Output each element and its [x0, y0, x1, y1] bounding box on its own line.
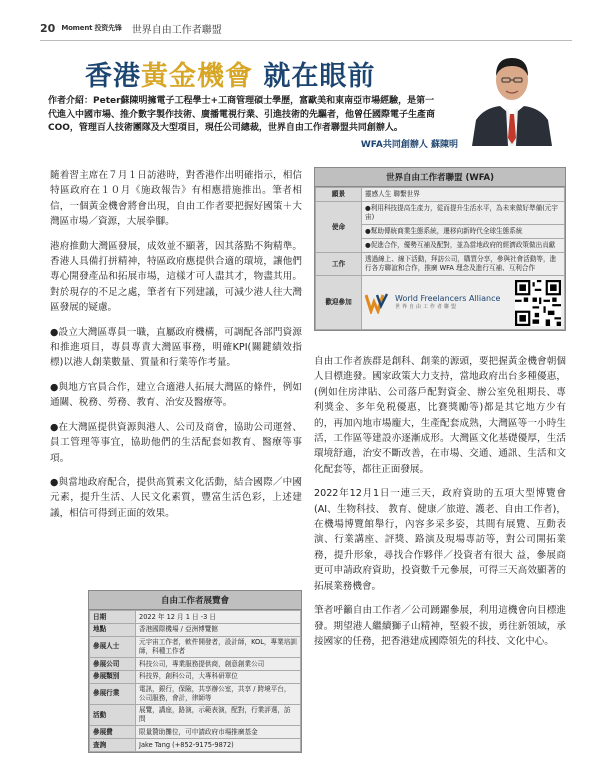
table-value: ●幫助傳統商業生態系統，遷移向新時代全球生態系統: [362, 225, 565, 239]
table-value: Jake Tang (+852-9175-9872): [136, 739, 301, 752]
bullet-paragraph: ●設立大灣區專員一職，直屬政府機構，可調配各部門資源和推進項目，專員專責大灣區事務，明確KPI(關鍵績效指標)以港人創業數量、質量和行業等作考量。: [50, 326, 302, 369]
title-part-2: 黃金機會: [141, 61, 253, 92]
table-key: 參展類別: [90, 670, 136, 683]
table-value: 科技公司，專業服務提供商，創意創業公司: [136, 657, 301, 670]
table-value: 展覽，講座，路演，示範表演，配對，行業評選，訪問: [136, 704, 301, 725]
page-header: [40, 18, 222, 38]
table-key: 日期: [90, 611, 136, 624]
table-key: 查詢: [90, 739, 136, 752]
table-row: [316, 276, 565, 330]
expo-table: [88, 590, 302, 753]
paragraph: 港府推動大灣區發展，成效並不顯著，因其落點不夠精準。香港人具備打拼精神，特區政府應提供合適的環境，讓他們專心開發產品和拓展市場，這樣才可人盡其才，物盡其用。對於現存的不足之處，筆者有下列建議，可減少港人往大灣區發展的疑慮。: [50, 240, 302, 314]
wfa-logo-icon: [365, 292, 391, 314]
bullet-paragraph: ●與當地政府配合，提供高質素文化活動，結合國際／中國元素，提升生活、人民文化素質，豐富生活色彩，上述建議，相信可得到正面的效果。: [50, 476, 302, 519]
author-photo: [466, 46, 558, 146]
table-value: 靈感人生 聯繫世界: [362, 188, 565, 202]
table-key: 歡迎參加: [316, 276, 362, 330]
wfa-logo: [365, 280, 561, 326]
table-row: [90, 704, 301, 725]
table-value: 香港國際機場 / 亞洲博覽館: [136, 623, 301, 636]
right-column: [314, 354, 566, 658]
table-value: 限量贊助攤位，可申請政府市場推廣基金: [136, 726, 301, 739]
table-row: [316, 202, 565, 225]
table-key: 參展行業: [90, 683, 136, 704]
table-row: [316, 253, 565, 276]
bullet-paragraph: ●在大灣區提供資源與港人、公司及商會，協助公司運營、員工管理等事宜，協助他們的生活配套如教育、醫療等事項。: [50, 421, 302, 464]
table-row: [90, 670, 301, 683]
table-key: 活動: [90, 704, 136, 725]
table-key: 使命: [316, 202, 362, 253]
expo-table-title: 自由工作者展覽會: [89, 591, 301, 610]
table-value: ●利用科技提高生產力，從而提升生活水平，為未來做好準備(元宇宙): [362, 202, 565, 225]
page-number: 20: [40, 21, 56, 35]
table-value: ●促進合作，優勢互補及配對，並為當地政府的經濟政策做出貢獻: [362, 239, 565, 253]
table-row: [90, 623, 301, 636]
article-title: [85, 54, 375, 93]
table-value: 2022 年 12 月 1 日 -3 日: [136, 611, 301, 624]
table-value: 元宇宙工作者，軟件開發者，設計師，KOL，專業培訓師，科種工作者: [136, 636, 301, 657]
paragraph: 隨着習主席在７月１日訪港時，對香港作出明確指示，相信特區政府在１０月《施政報告》有相應措施推出。筆者相信，一個黃金機會將會出現，自由工作者要把握好國策＋大灣區市場／資源，大展拳腳。: [50, 170, 302, 228]
header-divider: [40, 40, 572, 41]
paragraph: 筆者呼籲自由工作者／公司踴躍參展，利用這機會向目標進發。期望港人繼續獅子山精神，堅毅不拔，勇往新領域，承接國家的任務，把香港建成國際領先的科技、文化中心。: [314, 605, 566, 647]
wfa-logo-subtext: 世界自由工作者聯盟: [395, 303, 459, 310]
wfa-table-title: 世界自由工作者聯盟 (WFA): [315, 168, 565, 187]
table-row: [316, 188, 565, 202]
author-intro: [48, 95, 442, 136]
author-signoff: WFA共同創辦人 蘇陳明: [360, 140, 458, 150]
table-key: 工作: [316, 253, 362, 276]
intro-label: 作者介紹：: [48, 96, 94, 106]
section-name: 世界自由工作者聯盟: [131, 24, 222, 36]
table-key: 參展費: [90, 726, 136, 739]
intro-text: Peter蘇陳明擁電子工程學士+工商管理碩士學歷，富歐美和東南亞市場經驗，是第一代進入中國市場、推介數字製作技術、廣播電視行業、引進技術的先驅者，他曾任國際電子生產商COO，管理百人技術團隊及大型項目，現任公司總裁，世界自由工作者聯盟共同創辦人。: [48, 96, 436, 134]
table-value: 電訊，銀行，保險，共享辦公室，共享 / 跨境平台，公司服務，會計，律師等: [136, 683, 301, 704]
left-column: [50, 168, 302, 530]
qr-code-icon: [515, 280, 561, 326]
wfa-logo-text: World Freelancers Alliance: [395, 293, 501, 303]
bullet-paragraph: ●與地方官員合作，建立合適港人拓展大灣區的條件，例如通關、稅務、勞務、教育、治安及醫療等。: [50, 381, 302, 409]
wfa-table: [314, 167, 566, 331]
table-key: 願景: [316, 188, 362, 202]
table-row: [90, 611, 301, 624]
paragraph: 自由工作者族群是創科、創業的源頭，要把握黃金機會朝個人目標進發。國家政策大力支持，當地政府出台多種優惠，(例如住房津貼、公司落戶配對資金、辦公室免租期長、專利獎金、多年免税優惠，比賽獎勵等)都是其它地方少有的，再加內地市場龐大，生產配套成熟，大灣區等一小時生活，工作區等建設亦逐漸成形。大灣區文化基礎優厚，生活環境舒適，治安不斷改善，在市場、交通、通訊、生活和文化配套等，都往正面發展。: [314, 356, 566, 475]
table-value: 科技界，創科公司，大專科研單位: [136, 670, 301, 683]
title-part-1: 香港: [85, 61, 141, 92]
table-value: [362, 276, 565, 330]
table-key: 參展人士: [90, 636, 136, 657]
table-row: [90, 636, 301, 657]
title-part-3: 就在眼前: [253, 61, 376, 92]
table-key: 參展公司: [90, 657, 136, 670]
table-value: 透過線上、線下活動，拜訪公司，購買分享，參與社會活動等，進行各方聯誼和合作，推廣 WFA 理念及進行互補、互利合作: [362, 253, 565, 276]
table-row: [90, 683, 301, 704]
table-row: [90, 657, 301, 670]
table-row: [90, 739, 301, 752]
table-key: 地點: [90, 623, 136, 636]
magazine-name: Moment 投资先锋: [61, 24, 122, 32]
table-row: [90, 726, 301, 739]
paragraph: 2022年12月1日一連三天，政府資助的五項大型博覽會(AI、生物科技、 教育、健康／旅遊、護老、自由工作者)，在機場博覽館舉行，內容多采多姿，其間有展覽、互動表演、行業講座、評獎、路演及現場專訪等，對公司開拓業務，提升形象，尋找合作夥伴／投資者有很大 益，參展商更可申請政府資助，投資數千元參展，可得三天高效顯著的拓展業務機會。: [314, 488, 566, 592]
